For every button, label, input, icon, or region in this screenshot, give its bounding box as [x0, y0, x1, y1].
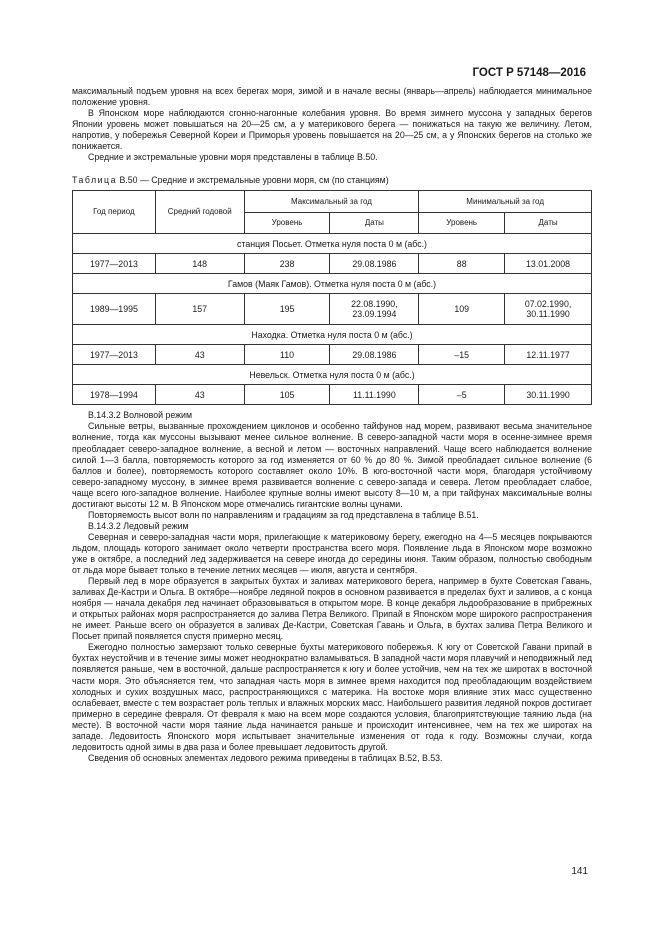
table-row: [73, 254, 592, 274]
station-name: станция Посьет. Отметка нуля поста 0 м (абс.): [73, 234, 592, 254]
intro-paragraph-2: В Японском море наблюдаются сгонно-нагонные колебания уровня. Во время зимнего муссона у западных берегов Японии уровень может повышаться на 20—25 см, а у материкового берега — понижаться на такую же величину. Летом, напротив, у побережья Северной Кореи и Приморья уровень повышается на 20—25 см, а у Японских берегов на столько же понижается.: [72, 108, 592, 152]
cell-max-level: 238: [244, 254, 330, 274]
page-content: [72, 86, 592, 764]
cell-min-level: 109: [419, 294, 505, 325]
intro-paragraph-3: Средние и экстремальные уровни моря представлены в таблице В.50.: [88, 152, 378, 163]
cell-min-level: 88: [419, 254, 505, 274]
cell-max-level: 110: [244, 345, 330, 365]
table-row: [73, 385, 592, 405]
cell-min-level: –5: [419, 385, 505, 405]
ice-paragraph-3: Ежегодно полностью замерзают только северные бухты материкового побережья. К югу от Советской Гавани припай в бухтах неустойчив и в течение зимы может неоднократно взламываться. В западной части моря плавучий и неподвижный лед появляется раньше, чем в восточной, дальше распространяется к югу и более устойчив, чем на тех же широтах в восточной части моря. Это объясняется тем, что западная часть моря в зимнее время находится под преобладающим воздействием холодных и сухих воздушных масс, распространяющихся с материка. На востоке моря влияние этих масс существенно ослабевает, вместе с тем возрастает роль теплых и влажных морских масс. Наибольшего развития ледяной покров достигает примерно в середине февраля. От февраля к маю на всем море создаются условия, благоприятствующие таянию льда (на месте). В восточной части моря таяние льда начинается раньше и происходит интенсивнее, чем на тех же широтах на западе. Ледовитость Японского моря испытывает значительные изменения от года к году. Возможны случаи, когда ледовитость одной зимы в два раза и более превышает ледовитость другой.: [72, 642, 592, 752]
station-name: Гамов (Маяк Гамов). Отметка нуля поста 0 м (абс.): [73, 274, 592, 294]
station-name: Находка. Отметка нуля поста 0 м (абс.): [73, 325, 592, 345]
ice-paragraph-4: Сведения об основных элементах ледового режима приведены в таблицах В.52, В.53.: [88, 752, 443, 763]
ice-section-heading: В.14.3.2 Ледовый режим: [88, 520, 189, 531]
cell-min-dates: 07.02.1990, 30.11.1990: [505, 294, 592, 325]
cell-min-dates: 13.01.2008: [505, 254, 592, 274]
cell-max-dates: 29.08.1986: [330, 345, 419, 365]
header-max: Максимальный за год: [244, 191, 419, 213]
header-max-dates: Даты: [330, 213, 419, 234]
cell-max-dates: 29.08.1986: [330, 254, 419, 274]
table-row: [73, 345, 592, 365]
cell-mean: 43: [155, 385, 244, 405]
wave-paragraph-2: Повторяемость высот волн по направлениям и градациям за год представлена в таблице В.51.: [88, 509, 479, 520]
cell-min-dates: 12.11.1977: [505, 345, 592, 365]
cell-period: 1977—2013: [73, 254, 156, 274]
header-min: Минимальный за год: [419, 191, 592, 213]
table-caption-text: В.50 — Средние и экстремальные уровни моря, см (по станциям): [117, 175, 389, 186]
header-mean: Средний годовой: [155, 191, 244, 234]
cell-period: 1978—1994: [73, 385, 156, 405]
cell-mean: 43: [155, 345, 244, 365]
cell-max-level: 195: [244, 294, 330, 325]
document-id-header: ГОСТ Р 57148—2016: [472, 67, 586, 79]
header-max-level: Уровень: [244, 213, 330, 234]
header-period: Год период: [73, 191, 156, 234]
table-caption: [72, 175, 592, 186]
wave-section-heading: В.14.3.2 Волновой режим: [88, 410, 193, 421]
ice-paragraph-2: Первый лед в море образуется в закрытых бухтах и заливах материкового берега, например в бухте Советская Гавань, заливах Де-Кастри и Ольга. В октябре—ноябре ледяной покров в основном развивается в пределах бухт и заливов, а с конца ноября — начала декабря лед начинает образовываться в открытом море. В конце декабря льдообразование в прибрежных и открытых районах моря распространяется до залива Петра Великого. Припай в Японском море широкого распространения не имеет. Раньше всего он образуется в заливах Де-Кастри, Советская Гавань и Ольга, в бухтах залива Петра Великого и Посьет припай появляется спустя примерно месяц.: [72, 576, 592, 642]
table-caption-prefix: Таблица: [72, 175, 117, 186]
intro-paragraph-1: максимальный подъем уровня на всех берегах моря, зимой и в начале весны (январь—апрель) наблюдается минимальное положение уровня.: [72, 86, 592, 108]
header-min-dates: Даты: [505, 213, 592, 234]
page-number: 141: [571, 866, 588, 877]
cell-mean: 148: [155, 254, 244, 274]
cell-period: 1989—1995: [73, 294, 156, 325]
sea-levels-table: [72, 190, 592, 405]
cell-min-dates: 30.11.1990: [505, 385, 592, 405]
header-min-level: Уровень: [419, 213, 505, 234]
cell-period: 1977—2013: [73, 345, 156, 365]
cell-mean: 157: [155, 294, 244, 325]
ice-paragraph-1: Северная и северо-западная части моря, прилегающие к материковому берегу, ежегодно на 4—5 месяцев покрываются льдом, площадь которого занимает около четверти пространства всего моря. Появление льда в Японском море возможно уже в октябре, а последний лед задерживается на севере иногда до середины июня. Таким образом, полностью свободным от льда море бывает только в течение летних месяцев — июля, августа и сентября.: [72, 531, 592, 576]
wave-paragraph-1: Сильные ветры, вызванные прохождением циклонов и особенно тайфунов над морем, развивают весьма значительное волнение, тогда как муссоны вызывают менее сильное волнение. В северо-западной части моря в осенне-зимнее время преобладает северо-западное волнение, а весной и летом — восточных направлений. Чаще всего наблюдается волнение силой 1—3 балла, повторяемость которого за год изменяется от 60 % до 80 %. Зимой преобладает сильное волнение (6 баллов и более), повторяемость которого составляет около 10%. В юго-восточной части моря, благодаря устойчивому северо-западному муссону, в зимнее время развивается волнение с северо-запада и севера. Летом преобладает слабое, чаще всего юго-западное волнение. Наиболее крупные волны имеют высоту 8—10 м, а при тайфунах максимальные волны достигают высоты 12 м. В Японском море отмечались гигантские волны цунами.: [72, 421, 592, 509]
station-name: Невельск. Отметка нуля поста 0 м (абс.): [73, 365, 592, 385]
cell-min-level: –15: [419, 345, 505, 365]
cell-max-dates: 11.11.1990: [330, 385, 419, 405]
table-row: [73, 294, 592, 325]
cell-max-level: 105: [244, 385, 330, 405]
cell-max-dates: 22.08.1990, 23.09.1994: [330, 294, 419, 325]
